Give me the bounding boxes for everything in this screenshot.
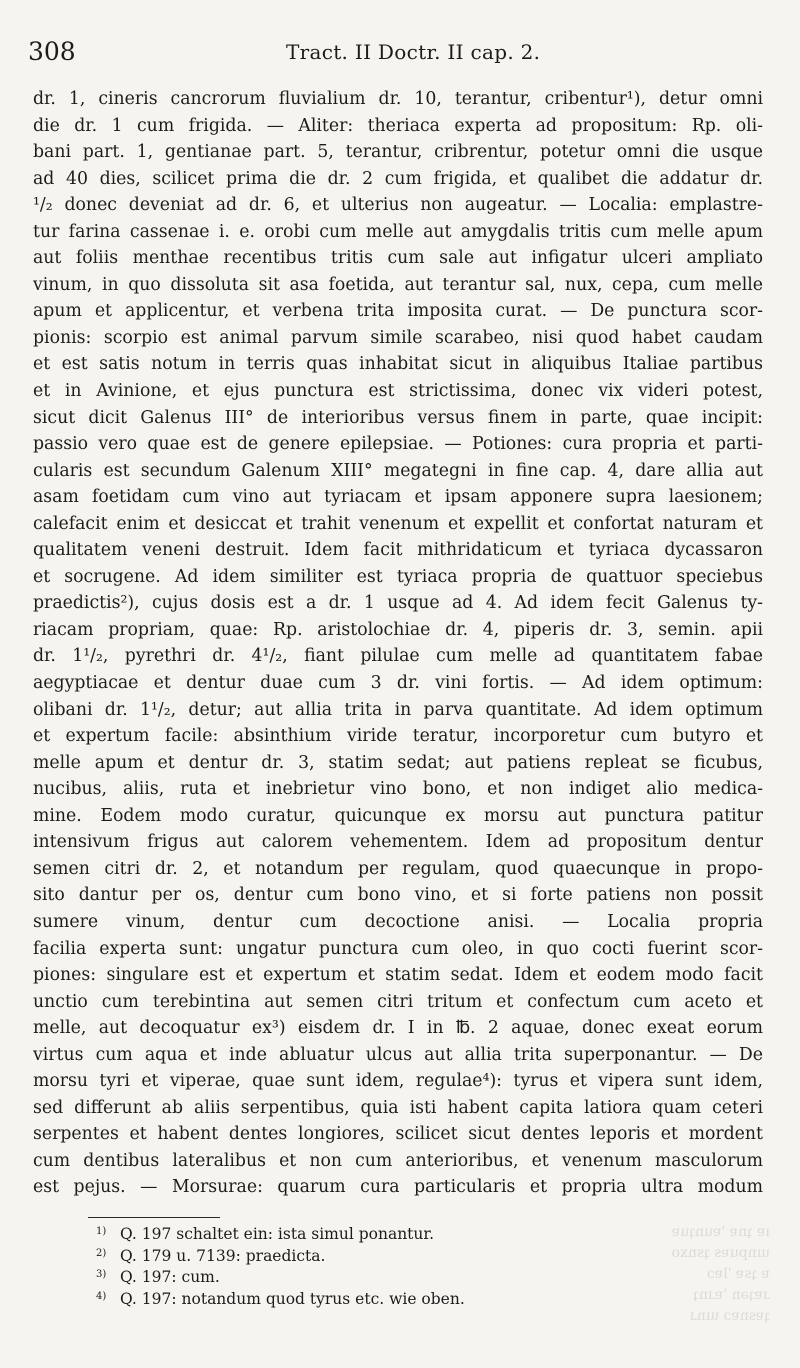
text-line: intensivum frigus aut calorem vehementem. Idem ad propositum dentur — [33, 832, 763, 853]
footnote-text: Q. 197 schaltet ein: ista simul ponantur. — [120, 1225, 435, 1243]
text-line: dr. 1¹/₂, pyrethri dr. 4¹/₂, fiant pilulae cum melle ad quantitatem fabae — [33, 646, 763, 667]
text-line: facilia experta sunt: ungatur punctura cum oleo, in quo cocti fuerint scor- — [33, 938, 763, 959]
running-title: Tract. II Doctr. II cap. 2. — [286, 40, 541, 64]
page-number: 308 — [28, 37, 76, 66]
footnote-marker: 4) — [96, 1290, 107, 1302]
footnote-divider — [88, 1217, 220, 1218]
footnote-marker: 2) — [96, 1247, 107, 1259]
footnote-text: Q. 197: cum. — [120, 1268, 220, 1286]
text-line: tur farina cassenae i. e. orobi cum melle aut amygdalis tritis cum melle apum — [33, 221, 763, 242]
text-line: vinum, in quo dissoluta sit asa foetida, aut terantur sal, nux, cepa, cum melle — [33, 274, 763, 295]
footnote — [96, 1243, 556, 1265]
text-line: aegyptiacae et dentur duae cum 3 dr. vini fortis. — Ad idem optimum: — [33, 673, 763, 694]
text-line: et in Avinione, et ejus punctura est strictissima, donec vix videri potest, — [33, 381, 763, 402]
text-line: mine. Eodem modo curatur, quicunque ex morsu aut punctura patitur — [33, 805, 763, 826]
text-line: serpentes et habent dentes longiores, scilicet sicut dentes leporis et mordent — [33, 1124, 763, 1145]
footnote-marker: 3) — [96, 1269, 107, 1280]
text-line: sed differunt ab aliis serpentibus, quia isti habent capita latiora quam ceteri — [33, 1097, 763, 1118]
text-line: et expertum facile: absinthium viride teratur, incorporetur cum butyro et — [33, 726, 763, 747]
text-line: sicut dicit Galenus III° de interioribus versus finem in parte, quae incipit: — [33, 407, 763, 428]
footnote-marker: 1) — [96, 1226, 107, 1237]
text-line: melle, aut decoquatur ex³) eisdem dr. I in ℔. 2 aquae, donec exeat eorum — [33, 1018, 763, 1039]
footnote — [96, 1221, 556, 1243]
text-line: riacam propriam, quae: Rp. aristolochiae dr. 4, piperis dr. 3, semin. apii — [33, 619, 763, 640]
text-line: est pejus. — Morsurae: quarum cura particularis et propria ultra modum — [33, 1177, 763, 1198]
text-line: bani part. 1, gentianae part. 5, terantur, cribrentur, potetur omni die usque — [33, 142, 763, 163]
text-line: ad 40 dies, scilicet prima die dr. 2 cum frigida, et qualibet die addatur dr. — [33, 168, 763, 189]
footnote-text: Q. 179 u. 7139: praedicta. — [120, 1246, 326, 1265]
text-line: ¹/₂ donec deveniat ad dr. 6, et ulterius non augeatur. — Localia: emplastre- — [33, 195, 763, 216]
text-line: calefacit enim et desiccat et trahit venenum et expellit et confortat naturam et — [33, 513, 763, 534]
text-line: et est satis notum in terris quas inhabitat sicut in aliquibus Italiae partibus — [33, 354, 763, 375]
text-line: et socrugene. Ad idem similiter est tyriaca propria de quattuor speciebus — [33, 566, 763, 587]
text-line: praedictis²), cujus dosis est a dr. 1 usque ad 4. Ad idem fecit Galenus ty- — [33, 593, 763, 614]
text-line: morsu tyri et viperae, quae sunt idem, regulae⁴): tyrus et vipera sunt idem, — [33, 1071, 763, 1092]
footnote-text: Q. 197: notandum quod tyrus etc. wie oben. — [120, 1289, 465, 1308]
text-line: qualitatem veneni destruit. Idem facit mithridaticum et tyriaca dycassaron — [33, 540, 763, 561]
footnote — [96, 1286, 556, 1308]
text-line: aut foliis menthae recentibus tritis cum sale aut infigatur ulceri ampliato — [33, 248, 763, 269]
text-line: piones: singulare est et expertum et statim sedat. Idem et eodem modo facit — [33, 965, 763, 986]
text-line: sito dantur per os, dentur cum bono vino, et si forte patiens non possit — [33, 885, 763, 906]
text-line: cularis est secundum Galenum XIII° megategni in fine cap. 4, dare allia aut — [33, 460, 763, 481]
text-line: semen citri dr. 2, et notandum per regulam, quod quaecunque in propo- — [33, 858, 763, 879]
text-line: apum et applicentur, et verbena trita imposita curat. — De punctura scor- — [33, 301, 763, 322]
footnote — [96, 1264, 556, 1286]
text-line: die dr. 1 cum frigida. — Aliter: theriaca experta ad propositum: Rp. oli- — [33, 115, 763, 136]
text-line: sumere vinum, dentur cum decoctione anisi. — Localia propria — [33, 911, 763, 932]
text-line: pionis: scorpio est animal parvum simile scarabeo, nisi quod habet caudam — [33, 327, 763, 348]
text-line: passio vero quae est de genere epilepsiae. — Potiones: cura propria et parti- — [33, 434, 763, 455]
page-header — [28, 34, 768, 70]
show-through-texture: ıɐ ʇnɐ 'ɐunʇuɐ ɯnpuɐs ʇsnxo ɐ ʇsɐ 'lɐɔ ɹɐʇǝn 'ɐɹnʇ ʇɐsnɐɔ ɯnɹ — [671, 1224, 770, 1324]
text-line: melle apum et dentur dr. 3, statim sedat; aut patiens repleat se ficubus, — [33, 752, 763, 773]
text-line: asam foetidam cum vino aut tyriacam et ipsam apponere supra laesionem; — [33, 487, 763, 508]
main-text-block — [33, 86, 763, 1201]
text-line: olibani dr. 1¹/₂, detur; aut allia trita in parva quantitate. Ad idem optimum — [33, 699, 763, 720]
text-line: dr. 1, cineris cancrorum fluvialium dr. 10, terantur, cribentur¹), detur omni — [33, 89, 763, 109]
text-line: nucibus, aliis, ruta et inebrietur vino bono, et non indiget alio medica- — [33, 779, 763, 800]
footnotes-block — [96, 1221, 556, 1307]
text-line: virtus cum aqua et inde abluatur ulcus aut allia trita superponantur. — De — [33, 1044, 763, 1065]
text-line: unctio cum terebintina aut semen citri tritum et confectum cum aceto et — [33, 991, 763, 1012]
text-line: cum dentibus lateralibus et non cum anterioribus, et venenum masculorum — [33, 1150, 763, 1171]
